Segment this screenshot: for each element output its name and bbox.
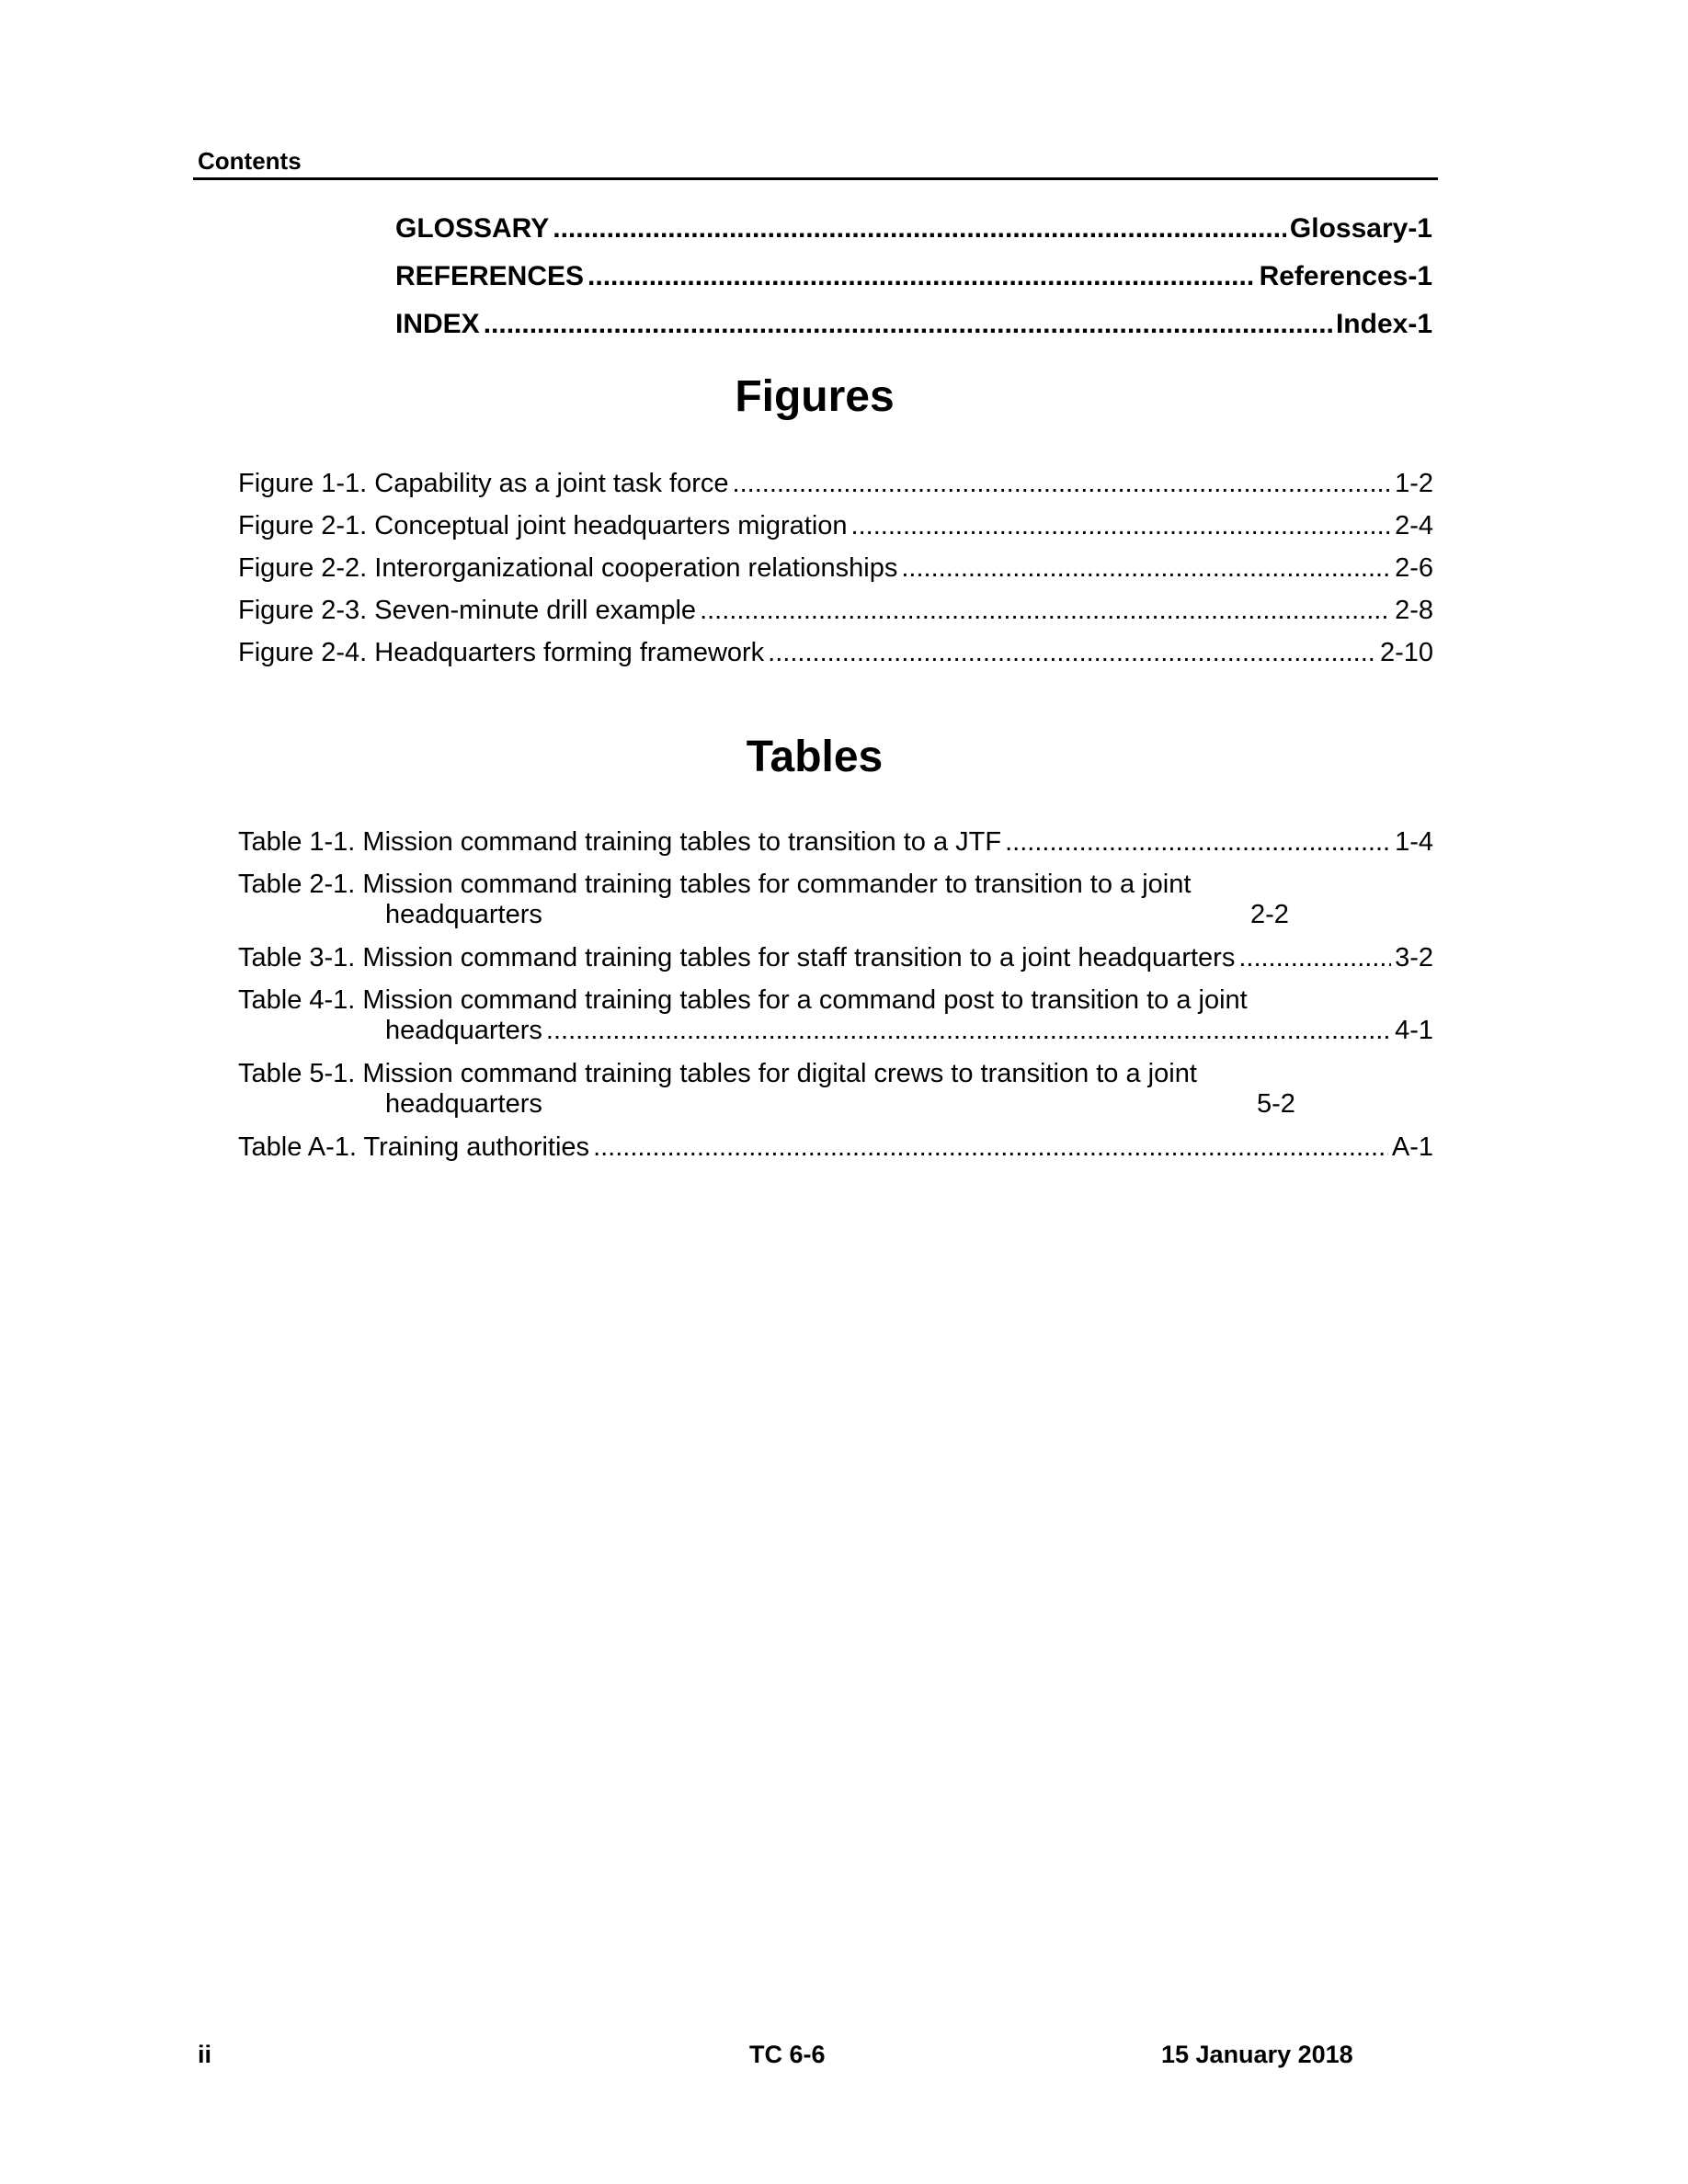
table-entry[interactable] [238, 827, 1433, 858]
figure-entry-page: 2-4 [1395, 511, 1433, 540]
figure-entry-page: 2-6 [1395, 553, 1433, 583]
table-entry-continuation: headquarters [385, 1089, 542, 1119]
running-header: Contents [198, 147, 302, 175]
table-entry-label: Table 3-1. Mission command training tables for staff transition to a joint headquarters [238, 943, 1236, 973]
figure-entry-label: Figure 2-4. Headquarters forming framework [238, 638, 765, 667]
table-entry-label: Table 1-1. Mission command training tables to transition to a JTF [238, 827, 1002, 857]
toc-entry-page: Index-1 [1335, 309, 1432, 339]
table-entry-page: 4-1 [1395, 1016, 1433, 1045]
header-rule [193, 177, 1438, 180]
dot-leader [901, 553, 1391, 584]
toc-entry-label: INDEX [395, 309, 480, 339]
figure-entry-label: Figure 2-3. Seven-minute drill example [238, 596, 697, 625]
table-entry-page: 5-2 [1257, 1089, 1295, 1119]
figure-entry[interactable] [238, 638, 1433, 668]
dot-leader [593, 1132, 1388, 1163]
dot-leader [768, 638, 1376, 668]
table-entry[interactable] [238, 985, 1433, 1047]
dot-leader [553, 213, 1286, 245]
footer-date: 15 January 2018 [1161, 2041, 1353, 2068]
table-entry[interactable] [238, 1132, 1433, 1163]
table-entry-continuation: headquarters [385, 900, 542, 929]
table-entry[interactable] [238, 1059, 1433, 1120]
toc-entry-glossary[interactable] [395, 213, 1432, 245]
tables-heading: Tables [746, 733, 884, 781]
table-entry-page: 1-4 [1395, 827, 1433, 857]
table-entry[interactable] [238, 943, 1433, 973]
figure-entry[interactable] [238, 596, 1433, 626]
dot-leader [733, 469, 1392, 499]
figure-entry-page: 2-10 [1379, 638, 1433, 667]
dot-leader [851, 511, 1392, 541]
figures-heading: Figures [735, 372, 895, 421]
toc-entry-label: REFERENCES [395, 261, 585, 291]
dot-leader [1005, 827, 1391, 858]
dot-leader [484, 309, 1332, 340]
figure-entry-label: Figure 1-1. Capability as a joint task force [238, 469, 729, 498]
table-entry-page: 2-2 [1250, 900, 1289, 929]
figure-entry[interactable] [238, 469, 1433, 499]
footer-page-number: ii [198, 2041, 212, 2068]
dot-leader [1238, 943, 1391, 973]
table-entry-label: Table 4-1. Mission command training tables for a command post to transition to a joint [238, 985, 1248, 1015]
figure-entry-page: 1-2 [1395, 469, 1433, 498]
table-entry[interactable] [238, 870, 1433, 931]
dot-leader [546, 1016, 1391, 1046]
table-entry-label: Table 5-1. Mission command training tables for digital crews to transition to a joint [238, 1059, 1197, 1088]
toc-entry-page: Glossary-1 [1289, 213, 1432, 244]
table-entry-page: A-1 [1391, 1132, 1433, 1162]
table-entry-page: 3-2 [1395, 943, 1433, 973]
table-entry-label: Table A-1. Training authorities [238, 1132, 590, 1162]
figure-entry-label: Figure 2-2. Interorganizational cooperation relationships [238, 553, 898, 583]
toc-entry-index[interactable] [395, 309, 1432, 340]
figure-entry[interactable] [238, 553, 1433, 584]
figure-entry[interactable] [238, 511, 1433, 541]
dot-leader [700, 596, 1391, 626]
footer-doc-id: TC 6-6 [749, 2041, 826, 2068]
dot-leader [587, 261, 1256, 292]
figure-entry-label: Figure 2-1. Conceptual joint headquarters migration [238, 511, 848, 540]
table-entry-label: Table 2-1. Mission command training tables for commander to transition to a joint [238, 870, 1192, 899]
table-entry-continuation: headquarters [385, 1016, 542, 1045]
toc-entry-references[interactable] [395, 261, 1432, 292]
toc-entry-page: References-1 [1259, 261, 1432, 291]
toc-entry-label: GLOSSARY [395, 213, 550, 244]
figure-entry-page: 2-8 [1395, 596, 1433, 625]
